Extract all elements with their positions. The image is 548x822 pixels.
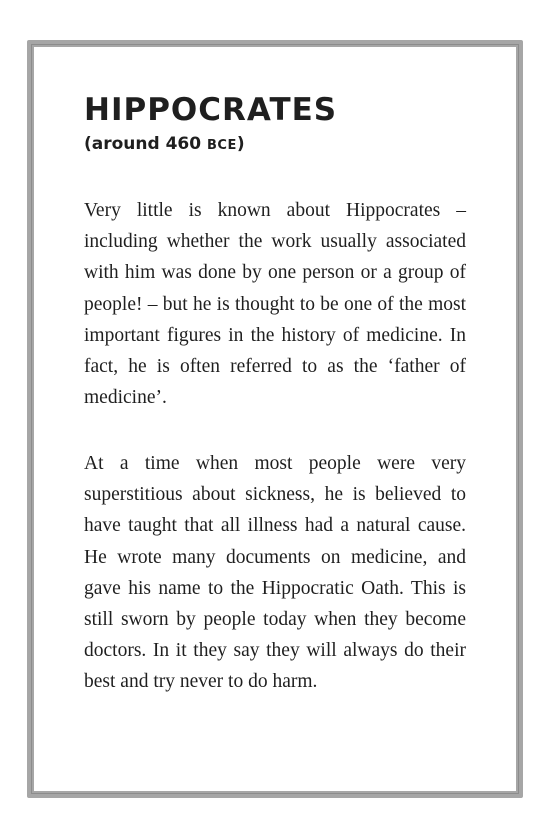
subtitle-prefix: (around 460: [84, 134, 208, 154]
page-subtitle: [84, 132, 245, 158]
subtitle-era: BCE: [207, 138, 237, 153]
body-paragraph-2: At a time when most people were very superstitious about sickness, he is believed to have taught that all illness had a natural cause. He wrote many documents on medicine, and gave his name to the Hippocratic Oath. This is still sworn by people today when they become doctors. In it they say they will always do their best and try never to do harm.: [84, 453, 466, 693]
subtitle-suffix: ): [236, 134, 245, 154]
body-paragraph-1: Very little is known about Hippocrates – including whether the work usually associated with him was done by one person or a group of people! – but he is thought to be one of the most important figures in the history of medicine. In fact, he is often referred to as the ‘father of medicine’.: [84, 200, 466, 409]
page-title: HIPPOCRATES: [84, 92, 338, 128]
